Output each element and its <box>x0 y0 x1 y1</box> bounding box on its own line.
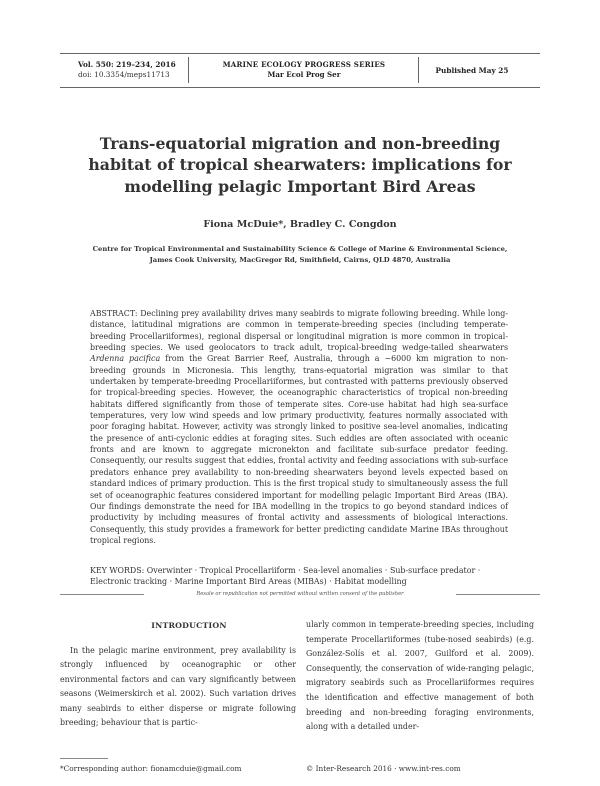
header-journal <box>196 60 412 80</box>
affiliation-line-1: Centre for Tropical Environmental and Sustainability Science & College of Marine & Environmental Science, <box>92 245 508 253</box>
abstract-text-2: from the Great Barrier Reef, Australia, through a ~6000 km migration to non-breeding grounds in Micronesia. This lengthy, trans-equatorial migration was similar to that undertaken by temperate-breeding Procellariiformes, but contrasted with patterns previously observed for tropical-breeding species. However, the oceanographic characteristics of tropical non-breeding habitats differed significantly from those of temperate sites. Core-use habitat had high sea-surface temperatures, very low wind speeds and low primary productivity, features normally associated with poor foraging habitat. However, activity was strongly linked to positive sea-level anomalies, indicating the presence of anti-cyclonic eddies at foraging sites. Such eddies are often associated with oceanic fronts and are known to aggregate micronekton and facilitate sub-surface predator feeding. Consequently, our results suggest that eddies, frontal activity and feeding associations with sub-surface predators enhance prey availability to non-breeding shearwaters beyond levels expected based on standard indices of primary production. This is the first tropical study to simultaneously assess the full set of oceanographic features considered important for modelling pelagic Important Bird Areas (IBA). Our findings demonstrate the need for IBA modelling in the tropics to go beyond standard indices of productivity by including measures of frontal activity and assessments of biological interactions. Consequently, this study provides a framework for better predicting candidate Marine IBAs throughout tropical regions. <box>90 354 509 545</box>
copyright-notice: © Inter-Research 2016 · www.int-res.com <box>306 764 461 773</box>
resale-rule-right <box>456 594 540 595</box>
intro-left-column: In the pelagic marine environment, prey availability is strongly influenced by oceanographic or other environmental factors and can vary significantly between seasons (Weimerskirch et al. 2002). Such variation drives many seabirds to either disperse or migrate following breeding; behaviour that is partic- <box>60 646 296 728</box>
abstract <box>90 308 508 546</box>
intro-right-column: ularly common in temperate-breeding species, including temperate Procellariiformes (tube-nosed seabirds) (e.g. González-Solís et al. 2007, Guilford et al. 2009). Consequently, the conservation of wide-ranging pelagic, migratory seabirds such as Procellariiformes requires the identification and effective management of both breeding and non-breeding foraging environments, along with a detailed under- <box>306 620 534 732</box>
authors: Fiona McDuie*, Bradley C. Congdon <box>203 219 397 230</box>
keywords-text: Overwinter · Tropical Procellariiform · Sea-level anomalies · Sub-surface predator · Electronic tracking · Marine Important Bird Areas (MIBAs) · Habitat modelling <box>90 566 481 587</box>
footnote-rule <box>60 758 108 759</box>
header-divider-left <box>188 57 189 83</box>
corresponding-author-footnote: *Corresponding author: fionamcduie@gmail.com <box>60 764 242 773</box>
abstract-text-1: Declining prey availability drives many seabirds to migrate following breeding. While long-distance, latitudinal migrations are common in temperate-breeding species (including temperate-breeding Procellariiformes), regional dispersal or longitudinal migration is more common in tropical-breeding species. We used geolocators to track adult, tropical-breeding wedge-tailed shearwaters <box>90 309 508 353</box>
header-divider-right <box>418 57 419 83</box>
article-title <box>60 133 540 197</box>
title-line-3: modelling pelagic Important Bird Areas <box>124 176 476 196</box>
affiliation-line-2: James Cook University, MacGregor Rd, Smithfield, Cairns, QLD 4870, Australia <box>149 255 451 264</box>
abstract-species: Ardenna pacifica <box>90 354 161 364</box>
journal-abbrev: Mar Ecol Prog Ser <box>267 70 341 79</box>
keywords-label: KEY WORDS: <box>90 566 145 575</box>
header-citation <box>78 60 182 80</box>
keywords <box>90 565 508 588</box>
title-line-2: habitat of tropical shearwaters: implications for <box>88 155 512 175</box>
affiliation <box>80 244 520 265</box>
intro-heading: INTRODUCTION <box>151 621 227 630</box>
abstract-label: ABSTRACT: <box>90 309 138 318</box>
header-top-rule <box>60 53 540 54</box>
header-bottom-rule <box>60 87 540 88</box>
doi-line: doi: 10.3354/meps11713 <box>78 70 170 79</box>
title-line-1: Trans-equatorial migration and non-breeding <box>99 134 501 153</box>
published-date: Published May 25 <box>435 66 509 75</box>
resale-notice: Resale or republication not permitted without written consent of the publisher <box>196 591 404 597</box>
journal-name: MARINE ECOLOGY PROGRESS SERIES <box>222 60 386 69</box>
volume-line: Vol. 550: 219–234, 2016 <box>78 60 176 69</box>
